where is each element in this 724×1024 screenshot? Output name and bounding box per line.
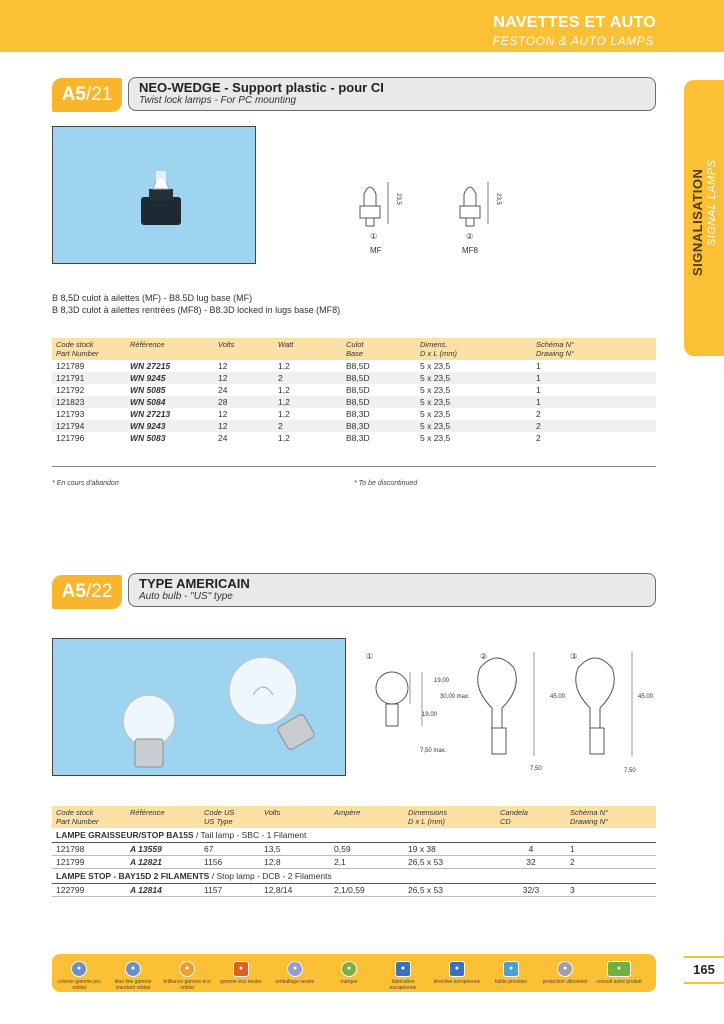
section1-code-suffix: /21 [85,84,113,105]
col-reference: Référence [126,806,200,828]
section2-table [52,806,656,897]
section2-badge [52,575,122,609]
col-ampere: Ampère [330,806,404,828]
col-dimensions: Dimens. D x L (mm) [416,338,532,360]
side-tab-title: SIGNALISATION [690,168,705,276]
drawing-2 [478,652,534,756]
section1-badge [52,78,122,112]
table-row: 121794 WN 9243 12 2 B8,3D 5 x 23,5 2 [52,420,656,432]
dim-label: 7,50 [624,768,636,774]
section2-code-prefix: A5 [61,581,86,602]
mf-label: MF [370,246,382,255]
group-subtitle: / Stop lamp - DCB - 2 Filaments [209,871,332,881]
legend-item: ● protection ultraviolet [540,957,590,985]
group-header [52,869,656,884]
table-row: 121791 WN 9245 12 2 B8,5D 5 x 23,5 1 [52,372,656,384]
mf8-drawing-number: ② [466,232,474,241]
section2-title: TYPE AMERICAIN [139,576,250,591]
legend-item: ● color/or gamme pro orbital [54,957,104,991]
col-drawing: Schéma N° Drawing N° [532,338,656,360]
legend-item: ● blue line gamme standard orbital [108,957,158,991]
drawing-2-number: ② [480,652,488,661]
legend-item: ● faible pression [486,957,536,985]
drawing-mf [360,182,388,226]
section1-photo [52,126,256,264]
legend-item: ● marque [324,957,374,985]
drawing-3-number: ③ [570,652,578,661]
group-title: LAMPE GRAISSEUR/STOP BA15S [56,830,194,840]
mf-dim-label: 23,5 [394,193,401,205]
section1-table-rule [52,466,656,467]
group-title: LAMPE STOP - BAY15D 2 FILAMENTS [56,871,210,881]
dim-label: 30,00 max. [440,694,470,700]
mf8-label: MF8 [462,246,478,255]
base-note: B 8,5D culot à ailettes (MF) - B8.5D lug base (MF) [52,293,253,303]
base-note: B 8,3D culot à ailettes rentrées (MF8) - B8.3D locked in lugs base (MF8) [52,305,341,315]
section2-subtitle: Auto bulb - "US" type [139,591,233,602]
neo-wedge-lamp-image [53,127,255,263]
dim-label: 7,50 [530,766,542,772]
drawing-1-number: ① [366,652,374,661]
section1-base-notes [52,292,340,316]
col-drawing: Schéma N° Drawing N° [566,806,656,828]
packaging-icon: ● [287,961,303,977]
legend-item: ● directive européenne [432,957,482,985]
group-subtitle: / Tail lamp - SBC - 1 Filament [193,830,307,840]
col-volts: Volts [260,806,330,828]
table-row: 122799 A 12814 1157 12,8/14 2,1/0,59 26,5 x 53 32/3 3 [52,884,656,897]
protection-icon: ● [557,961,573,977]
section2-photo [52,638,346,776]
section2-diagrams [362,648,662,780]
color-icon: ● [71,961,87,977]
brand-icon: ● [341,961,357,977]
col-part-number: Code stock Part Number [52,806,126,828]
section1-code-prefix: A5 [61,84,86,105]
drawing-mf8 [460,182,488,226]
mf-drawing-number: ① [370,232,378,241]
drawing-3 [576,652,632,756]
dim-label: 45,00 [638,694,654,700]
dim-label: 19,00 [422,712,438,718]
factory-icon: ● [395,961,411,977]
header-subtitle: FESTOON & AUTO LAMPS [492,34,654,48]
note-en: * To be discontinued [354,480,418,487]
section2-title-bar [128,573,656,607]
legend-item: ● consult autre produit [594,957,644,985]
section1-table [52,338,656,444]
col-dimensions: Dimensions D x L (mm) [404,806,496,828]
low-pressure-icon: ● [503,961,519,977]
side-tab-subtitle: SIGNAL LAMPS [706,159,718,246]
col-base: Culot Base [342,338,416,360]
section2-code-suffix: /22 [85,581,113,602]
legend-item: ● gamme éco neutre [216,957,266,985]
table-row: 121796 WN 5083 24 1,2 B8,3D 5 x 23,5 2 [56,433,541,443]
section1-title: NEO-WEDGE - Support plastic - pour CI [139,80,384,95]
col-reference: Référence [126,338,214,360]
brilliance-icon: ● [179,961,195,977]
group-header [52,828,656,843]
dim-label: 45,00 [550,694,566,700]
legend-item: ● emballage neutre [270,957,320,985]
table-row: 121823 WN 5084 28 1,2 B8,5D 5 x 23,5 1 [52,396,656,408]
mf8-dim-label: 23,5 [494,193,501,205]
table-row: 121799 A 12821 1156 12,8 2,1 26,5 x 53 32 2 [52,856,656,869]
page-number: 165 [684,958,724,982]
col-volts: Volts [214,338,274,360]
blue-line-icon: ● [125,961,141,977]
dim-label: 19,00 [434,678,450,684]
eco-icon: ● [233,961,249,977]
col-us-type: Code US US Type [200,806,260,828]
table-row: 121798 A 13559 67 13,5 0,59 19 x 38 4 1 [52,843,656,856]
col-watt: Watt [274,338,342,360]
side-tab[interactable] [684,80,724,356]
footer-legend [52,954,656,992]
directive-icon: ● [449,961,465,977]
table-row: 121793 WN 27213 12 1,2 B8,3D 5 x 23,5 2 [56,409,541,419]
us-auto-bulb-image [53,639,345,775]
other-icon: ● [607,961,631,977]
header-title: NAVETTES ET AUTO [493,14,656,31]
drawing-1 [376,672,422,726]
table-row: 121792 WN 5085 24 1,2 B8,5D 5 x 23,5 1 [56,385,541,395]
table-row: 121789 WN 27215 12 1,2 B8,5D 5 x 23,5 1 [56,361,541,371]
note-fr: * En cours d'abandon [52,480,119,487]
section1-title-bar [128,77,656,111]
col-candela: Candela CD [496,806,566,828]
col-part-number: Code stock Part Number [52,338,126,360]
legend-item: ● brilliance gamme éco orbital [162,957,212,991]
section1-subtitle: Twist lock lamps - For PC mounting [139,95,297,106]
legend-item: ● fabrication européenne [378,957,428,991]
dim-label: 7,50 max. [420,748,447,754]
